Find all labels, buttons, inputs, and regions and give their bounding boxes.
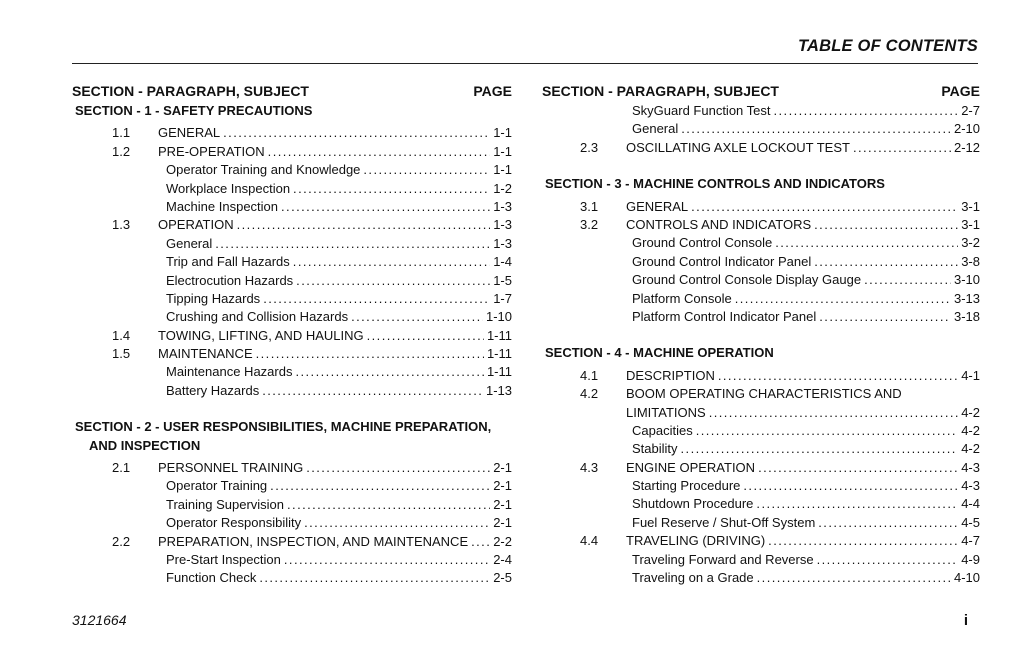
toc-entry-number: 2.3 [580,139,599,155]
toc-entry-number: 4.3 [580,459,599,475]
toc-entry-page: 1-11 [486,327,512,343]
page-number: i [963,612,968,629]
dot-leader [743,477,958,495]
dot-leader [304,514,490,532]
toc-entry-page: 2-4 [493,552,512,568]
toc-entry[interactable] [72,272,512,290]
toc-entry[interactable] [542,440,980,458]
toc-entry-title: Platform Control Indicator Panel [632,308,817,324]
toc-entry-title: Operator Training [166,478,268,494]
toc-entry-page: 3-1 [961,198,980,214]
toc-entry-title: Starting Procedure [632,478,741,494]
toc-entry-title: GENERAL [158,125,221,141]
dot-leader [756,495,958,513]
toc-entry-number: 1.2 [112,143,131,159]
toc-entry[interactable] [72,235,512,253]
toc-entry-page: 2-10 [953,121,980,137]
dot-leader [306,459,490,477]
column-header [72,80,512,102]
dot-leader [814,253,958,271]
toc-entry[interactable] [72,514,512,532]
dot-leader [691,198,958,216]
toc-entry[interactable] [542,139,980,157]
toc-entry-title: Fuel Reserve / Shut-Off System [632,514,816,530]
toc-entry[interactable] [72,363,512,381]
dot-leader [735,290,951,308]
toc-entry[interactable] [542,551,980,569]
toc-entry[interactable] [542,404,980,422]
toc-entry-page: 1-5 [493,272,512,288]
toc-entry-page: 2-1 [493,460,512,476]
toc-entry[interactable] [542,234,980,252]
toc-entry-title: PREPARATION, INSPECTION, AND MAINTENANCE [158,533,469,549]
toc-entry[interactable] [542,253,980,271]
toc-entry-page: 2-7 [961,103,980,118]
toc-entry-number: 4.4 [580,533,599,549]
header-rule [72,63,978,64]
toc-entry-page: 3-13 [953,290,980,306]
toc-entry-page: 1-1 [493,143,512,159]
toc-entry[interactable] [72,198,512,216]
toc-entry-title: Ground Control Console [632,235,773,251]
toc-entry-title: TRAVELING (DRIVING) [626,533,766,549]
section-2-heading-line2: AND INSPECTION [89,437,201,453]
dot-leader [758,459,958,477]
toc-entry[interactable] [542,514,980,532]
toc-entry[interactable] [72,533,512,551]
dot-leader [768,532,958,550]
toc-entry[interactable] [542,102,980,120]
toc-entry-title: Stability [632,441,678,457]
toc-entry[interactable] [72,290,512,308]
toc-entry-title: Traveling on a Grade [632,570,754,586]
toc-entry[interactable] [72,382,512,400]
toc-entry-page: 2-5 [493,570,512,586]
toc-entry-title: LIMITATIONS [626,404,706,420]
toc-entry[interactable] [72,459,512,477]
toc-entry-title: Traveling Forward and Reverse [632,551,814,567]
toc-entry-page: 2-2 [493,533,512,549]
toc-entry-page: 1-4 [493,254,512,270]
section-2-heading[interactable] [75,418,512,455]
toc-title: TABLE OF CONTENTS [797,37,978,55]
toc-entry-title: General [632,121,679,137]
dot-leader [223,124,490,142]
toc-entry-number: 4.2 [580,386,599,402]
toc-entry[interactable] [72,569,512,587]
toc-entry-number: 3.2 [580,216,599,232]
toc-entry-page: 4-3 [961,459,980,475]
toc-entry-title: Shutdown Procedure [632,496,754,512]
dot-leader [709,404,959,422]
column-header [542,80,980,102]
toc-entry-page: 3-1 [961,216,980,232]
dot-leader [817,551,959,569]
toc-entry-title: General [166,235,213,251]
toc-entry-title: GENERAL [626,198,689,214]
toc-entry[interactable] [72,477,512,495]
right-column [542,80,980,587]
toc-entry-title: Trip and Fall Hazards [166,254,290,270]
toc-entry-number: 2.2 [112,533,131,549]
toc-entry-page: 1-3 [493,198,512,214]
toc-entry[interactable] [72,124,512,142]
dot-leader [259,569,490,587]
toc-entry[interactable] [542,198,980,216]
toc-entry[interactable] [542,385,980,403]
dot-leader [363,161,490,179]
toc-entry[interactable] [542,290,980,308]
toc-entry[interactable] [542,495,980,513]
toc-entry-page: 4-2 [961,422,980,438]
left-column [72,80,512,588]
dot-leader [268,143,491,161]
section-4-entries [542,367,980,588]
toc-entry-page: 1-1 [493,162,512,178]
section-2-entries [72,459,512,588]
toc-entry-title: DESCRIPTION [626,367,715,383]
toc-entry-page: 4-2 [961,441,980,457]
dot-leader [775,234,958,252]
toc-entry-title: Crushing and Collision Hazards [166,309,349,325]
dot-leader [281,198,490,216]
toc-entry[interactable] [542,569,980,587]
toc-entry-title: Operator Responsibility [166,515,302,531]
toc-entry-title: Battery Hazards [166,382,260,398]
column-header-subject: SECTION - PARAGRAPH, SUBJECT [72,83,309,99]
toc-entry-page: 3-8 [961,253,980,269]
dot-leader [681,120,951,138]
toc-entry[interactable] [72,180,512,198]
toc-entry-title: Maintenance Hazards [166,364,293,380]
toc-entry[interactable] [542,308,980,326]
toc-entry-title: Platform Console [632,290,732,306]
toc-entry[interactable] [542,477,980,495]
toc-entry-title: Workplace Inspection [166,180,291,196]
toc-entry-title: CONTROLS AND INDICATORS [626,216,812,232]
toc-entry-number: 1.3 [112,217,131,233]
dot-leader [270,477,490,495]
toc-entry[interactable] [542,216,980,234]
toc-entry-title: Capacities [632,422,693,438]
toc-entry-page: 1-3 [493,235,512,251]
toc-entry[interactable] [542,271,980,289]
toc-entry-title: OPERATION [158,217,234,233]
toc-entry-title: PERSONNEL TRAINING [158,460,304,476]
document-number: 3121664 [72,612,127,628]
toc-entry-page: 4-3 [961,478,980,494]
toc-entry-page: 1-2 [493,180,512,196]
toc-entry[interactable] [72,143,512,161]
dot-leader [774,102,959,120]
section-2-continued-entries [542,102,980,157]
section-2-heading-line1: SECTION - 2 - USER RESPONSIBILITIES, MACHINE PREPARATION, [75,419,492,435]
toc-entry-number: 1.5 [112,346,131,362]
toc-entry-title: PRE-OPERATION [158,143,265,159]
toc-entry-title: Electrocution Hazards [166,272,294,288]
toc-entry-page: 1-11 [486,364,512,380]
toc-entry-title: Training Supervision [166,496,285,512]
toc-entry-number: 3.1 [580,198,599,214]
toc-entry[interactable] [542,459,980,477]
toc-entry[interactable] [542,532,980,550]
toc-entry-page: 4-10 [953,570,980,586]
section-3-heading[interactable]: SECTION - 3 - MACHINE CONTROLS AND INDICATORS [545,176,885,192]
toc-entry-page: 2-12 [953,139,980,155]
toc-entry-page: 1-13 [485,382,512,398]
dot-leader [237,216,491,234]
toc-entry-title: Pre-Start Inspection [166,552,281,568]
dot-leader [293,253,490,271]
dot-leader [819,308,951,326]
dot-leader [757,569,951,587]
toc-entry-page: 1-11 [486,346,512,362]
section-3-entries [542,198,980,327]
dot-leader [367,327,484,345]
toc-entry-number: 4.1 [580,367,599,383]
toc-entry[interactable] [542,422,980,440]
toc-entry-page: 4-1 [961,367,980,383]
dot-leader [814,216,958,234]
dot-leader [471,533,490,551]
toc-entry[interactable] [72,308,512,326]
toc-entry-page: 1-10 [485,309,512,325]
dot-leader [262,382,483,400]
dot-leader [287,496,490,514]
dot-leader [263,290,490,308]
toc-entry[interactable] [72,551,512,569]
toc-entry-number: 2.1 [112,460,131,476]
toc-entry-page: 4-5 [961,514,980,530]
toc-entry-title: MAINTENANCE [158,346,253,362]
section-1-heading[interactable]: SECTION - 1 - SAFETY PRECAUTIONS [75,103,313,118]
dot-leader [818,514,958,532]
toc-entry-number: 1.4 [112,327,131,343]
dot-leader [864,271,951,289]
dot-leader [718,367,958,385]
toc-entry-page: 3-10 [953,272,980,288]
toc-entry-title: Ground Control Indicator Panel [632,253,812,269]
dot-leader [293,180,490,198]
column-header-page: PAGE [473,83,512,99]
section-1-entries [72,124,512,400]
toc-entry-title: BOOM OPERATING CHARACTERISTICS AND [626,386,902,402]
toc-entry[interactable] [542,120,980,138]
dot-leader [696,422,959,440]
toc-entry[interactable] [72,161,512,179]
dot-leader [215,235,490,253]
toc-entry-page: 2-1 [493,496,512,512]
dot-leader [296,272,490,290]
toc-entry-page: 3-18 [953,308,980,324]
toc-entry-page: 4-7 [961,533,980,549]
toc-entry-title: Function Check [166,570,257,586]
dot-leader [351,308,483,326]
dot-leader [853,139,951,157]
toc-entry-title: Machine Inspection [166,198,279,214]
toc-entry[interactable] [72,253,512,271]
toc-entry[interactable] [72,327,512,345]
toc-entry-number: 1.1 [112,125,131,141]
toc-entry-title: Operator Training and Knowledge [166,162,361,178]
toc-entry-page: 4-4 [961,496,980,512]
toc-entry-page: 1-3 [493,217,512,233]
toc-entry-title: TOWING, LIFTING, AND HAULING [158,327,364,343]
dot-leader [295,363,483,381]
toc-entry-title: SkyGuard Function Test [632,103,771,118]
toc-entry[interactable] [72,345,512,363]
toc-entry-title: OSCILLATING AXLE LOCKOUT TEST [626,139,850,155]
dot-leader [284,551,490,569]
toc-entry-page: 1-1 [493,125,512,141]
toc-entry-page: 3-2 [961,235,980,251]
column-header-subject: SECTION - PARAGRAPH, SUBJECT [542,83,779,99]
section-4-heading[interactable]: SECTION - 4 - MACHINE OPERATION [545,345,774,361]
toc-entry-page: 2-1 [493,515,512,531]
toc-entry-page: 1-7 [493,290,512,306]
toc-entry-title: Tipping Hazards [166,290,261,306]
toc-entry-page: 2-1 [493,478,512,494]
toc-entry[interactable] [72,216,512,234]
dot-leader [681,440,959,458]
toc-entry[interactable] [542,367,980,385]
column-header-page: PAGE [941,83,980,99]
toc-entry-title: Ground Control Console Display Gauge [632,272,862,288]
toc-entry-page: 4-9 [961,551,980,567]
dot-leader [256,345,484,363]
toc-entry-title: ENGINE OPERATION [626,459,756,475]
toc-entry-page: 4-2 [961,404,980,420]
toc-entry[interactable] [72,496,512,514]
